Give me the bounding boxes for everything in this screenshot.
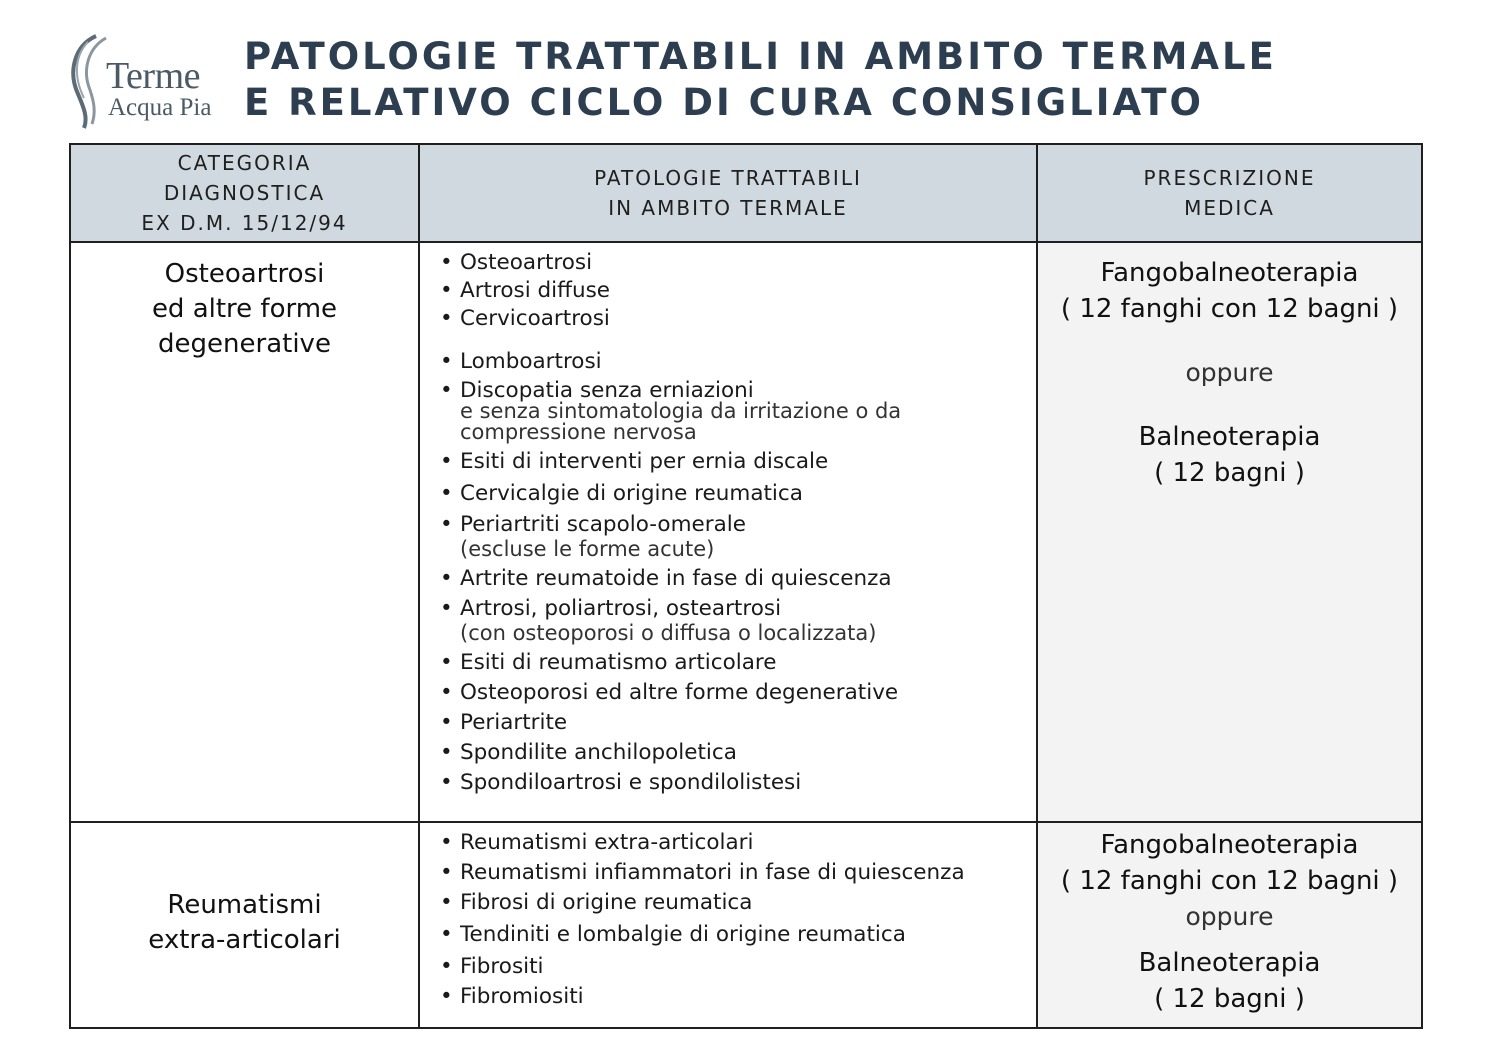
prescription-cell	[1037, 822, 1422, 1028]
list-item-sub: e senza sintomatologia da irritazione o da compressione nervosa	[460, 399, 902, 444]
therapy-detail: ( 12 bagni )	[1154, 458, 1305, 488]
list-item: • Osteoartrosi	[440, 251, 1036, 275]
therapy-name: Balneoterapia	[1138, 422, 1321, 452]
list-item: • Lomboartrosi	[440, 350, 1036, 374]
list-item: • Artrosi diffuse	[440, 279, 1036, 303]
category-line: Osteoartrosi	[164, 259, 325, 289]
category-cell	[70, 822, 419, 1028]
list-item-sub: (escluse le forme acute)	[460, 537, 715, 561]
category-line: ed altre forme	[151, 294, 338, 324]
header-pathologies-line: PATOLOGIE TRATTABILI	[594, 166, 862, 190]
list-item: • Discopatia senza erniazioni e senza sintomatologia da irritazione o da compressione nervosa	[440, 380, 1036, 443]
list-item: • Osteoporosi ed altre forme degenerative	[440, 681, 1036, 705]
therapy-name: Fangobalneoterapia	[1100, 258, 1359, 288]
list-item-sub: (con osteoporosi o diffusa o localizzata)	[460, 621, 877, 645]
therapy-detail: ( 12 fanghi con 12 bagni )	[1060, 294, 1399, 324]
table-row	[70, 242, 1422, 822]
category-cell	[70, 242, 419, 822]
therapy-name: Fangobalneoterapia	[1100, 830, 1359, 860]
header-category-line: DIAGNOSTICA	[163, 181, 326, 205]
logo-text-terme: Terme	[106, 55, 201, 97]
header-pathologies-line: IN AMBITO TERMALE	[608, 196, 848, 220]
list-item: • Spondilite anchilopoletica	[440, 741, 1036, 765]
list-item: • Cervicoartrosi	[440, 307, 1036, 331]
pathology-list	[420, 243, 1036, 795]
category-line: degenerative	[158, 329, 331, 359]
list-item: • Esiti di interventi per ernia discale	[440, 450, 1036, 474]
therapy-name: Balneoterapia	[1138, 948, 1321, 978]
therapy-detail: ( 12 fanghi con 12 bagni )	[1060, 866, 1399, 896]
list-item: • Artrite reumatoide in fase di quiescenza	[440, 567, 1036, 591]
header-category-line: EX D.M. 15/12/94	[141, 211, 348, 235]
list-item: • Reumatismi extra-articolari	[440, 831, 1036, 855]
or-text: oppure	[1185, 358, 1274, 387]
list-item: • Artrosi, poliartrosi, osteartrosi (con osteoporosi o diffusa o localizzata)	[440, 597, 1036, 645]
list-item: • Cervicalgie di origine reumatica	[440, 482, 1036, 506]
header-pathologies	[419, 144, 1037, 242]
header-prescription-line: PRESCRIZIONE	[1143, 166, 1316, 190]
list-item: • Periartrite	[440, 711, 1036, 735]
category-line: extra-articolari	[148, 925, 341, 955]
list-item: • Periartriti scapolo-omerale (escluse le forme acute)	[440, 513, 1036, 561]
list-item: • Fibrosi di origine reumatica	[440, 891, 1036, 915]
or-text: oppure	[1185, 902, 1274, 931]
list-item: • Spondiloartrosi e spondilolistesi	[440, 771, 1036, 795]
logo	[66, 32, 226, 132]
title-line-1: PATOLOGIE TRATTABILI IN AMBITO TERMALE	[244, 35, 1277, 78]
pathologies-table	[69, 143, 1423, 1029]
header-prescription-line: MEDICA	[1184, 196, 1275, 220]
table-row	[70, 822, 1422, 1028]
header-prescription	[1037, 144, 1422, 242]
list-item: • Fibrositi	[440, 955, 1036, 979]
therapy-detail: ( 12 bagni )	[1154, 984, 1305, 1014]
pathology-list	[420, 823, 1036, 1009]
pathologies-cell	[419, 242, 1037, 822]
table-header-row	[70, 144, 1422, 242]
header-category	[70, 144, 419, 242]
category-line: Reumatismi	[167, 890, 322, 920]
page-title	[244, 34, 1277, 126]
header-category-line: CATEGORIA	[177, 151, 312, 175]
title-line-2: E RELATIVO CICLO DI CURA CONSIGLIATO	[244, 81, 1204, 124]
prescription-cell	[1037, 242, 1422, 822]
list-item: • Reumatismi infiammatori in fase di quiescenza	[440, 861, 1036, 885]
list-item: • Tendiniti e lombalgie di origine reumatica	[440, 923, 1036, 947]
list-item: • Esiti di reumatismo articolare	[440, 651, 1036, 675]
list-item: • Fibromiositi	[440, 985, 1036, 1009]
logo-text-acqua-pia: Acqua Pia	[108, 94, 212, 121]
pathologies-cell	[419, 822, 1037, 1028]
